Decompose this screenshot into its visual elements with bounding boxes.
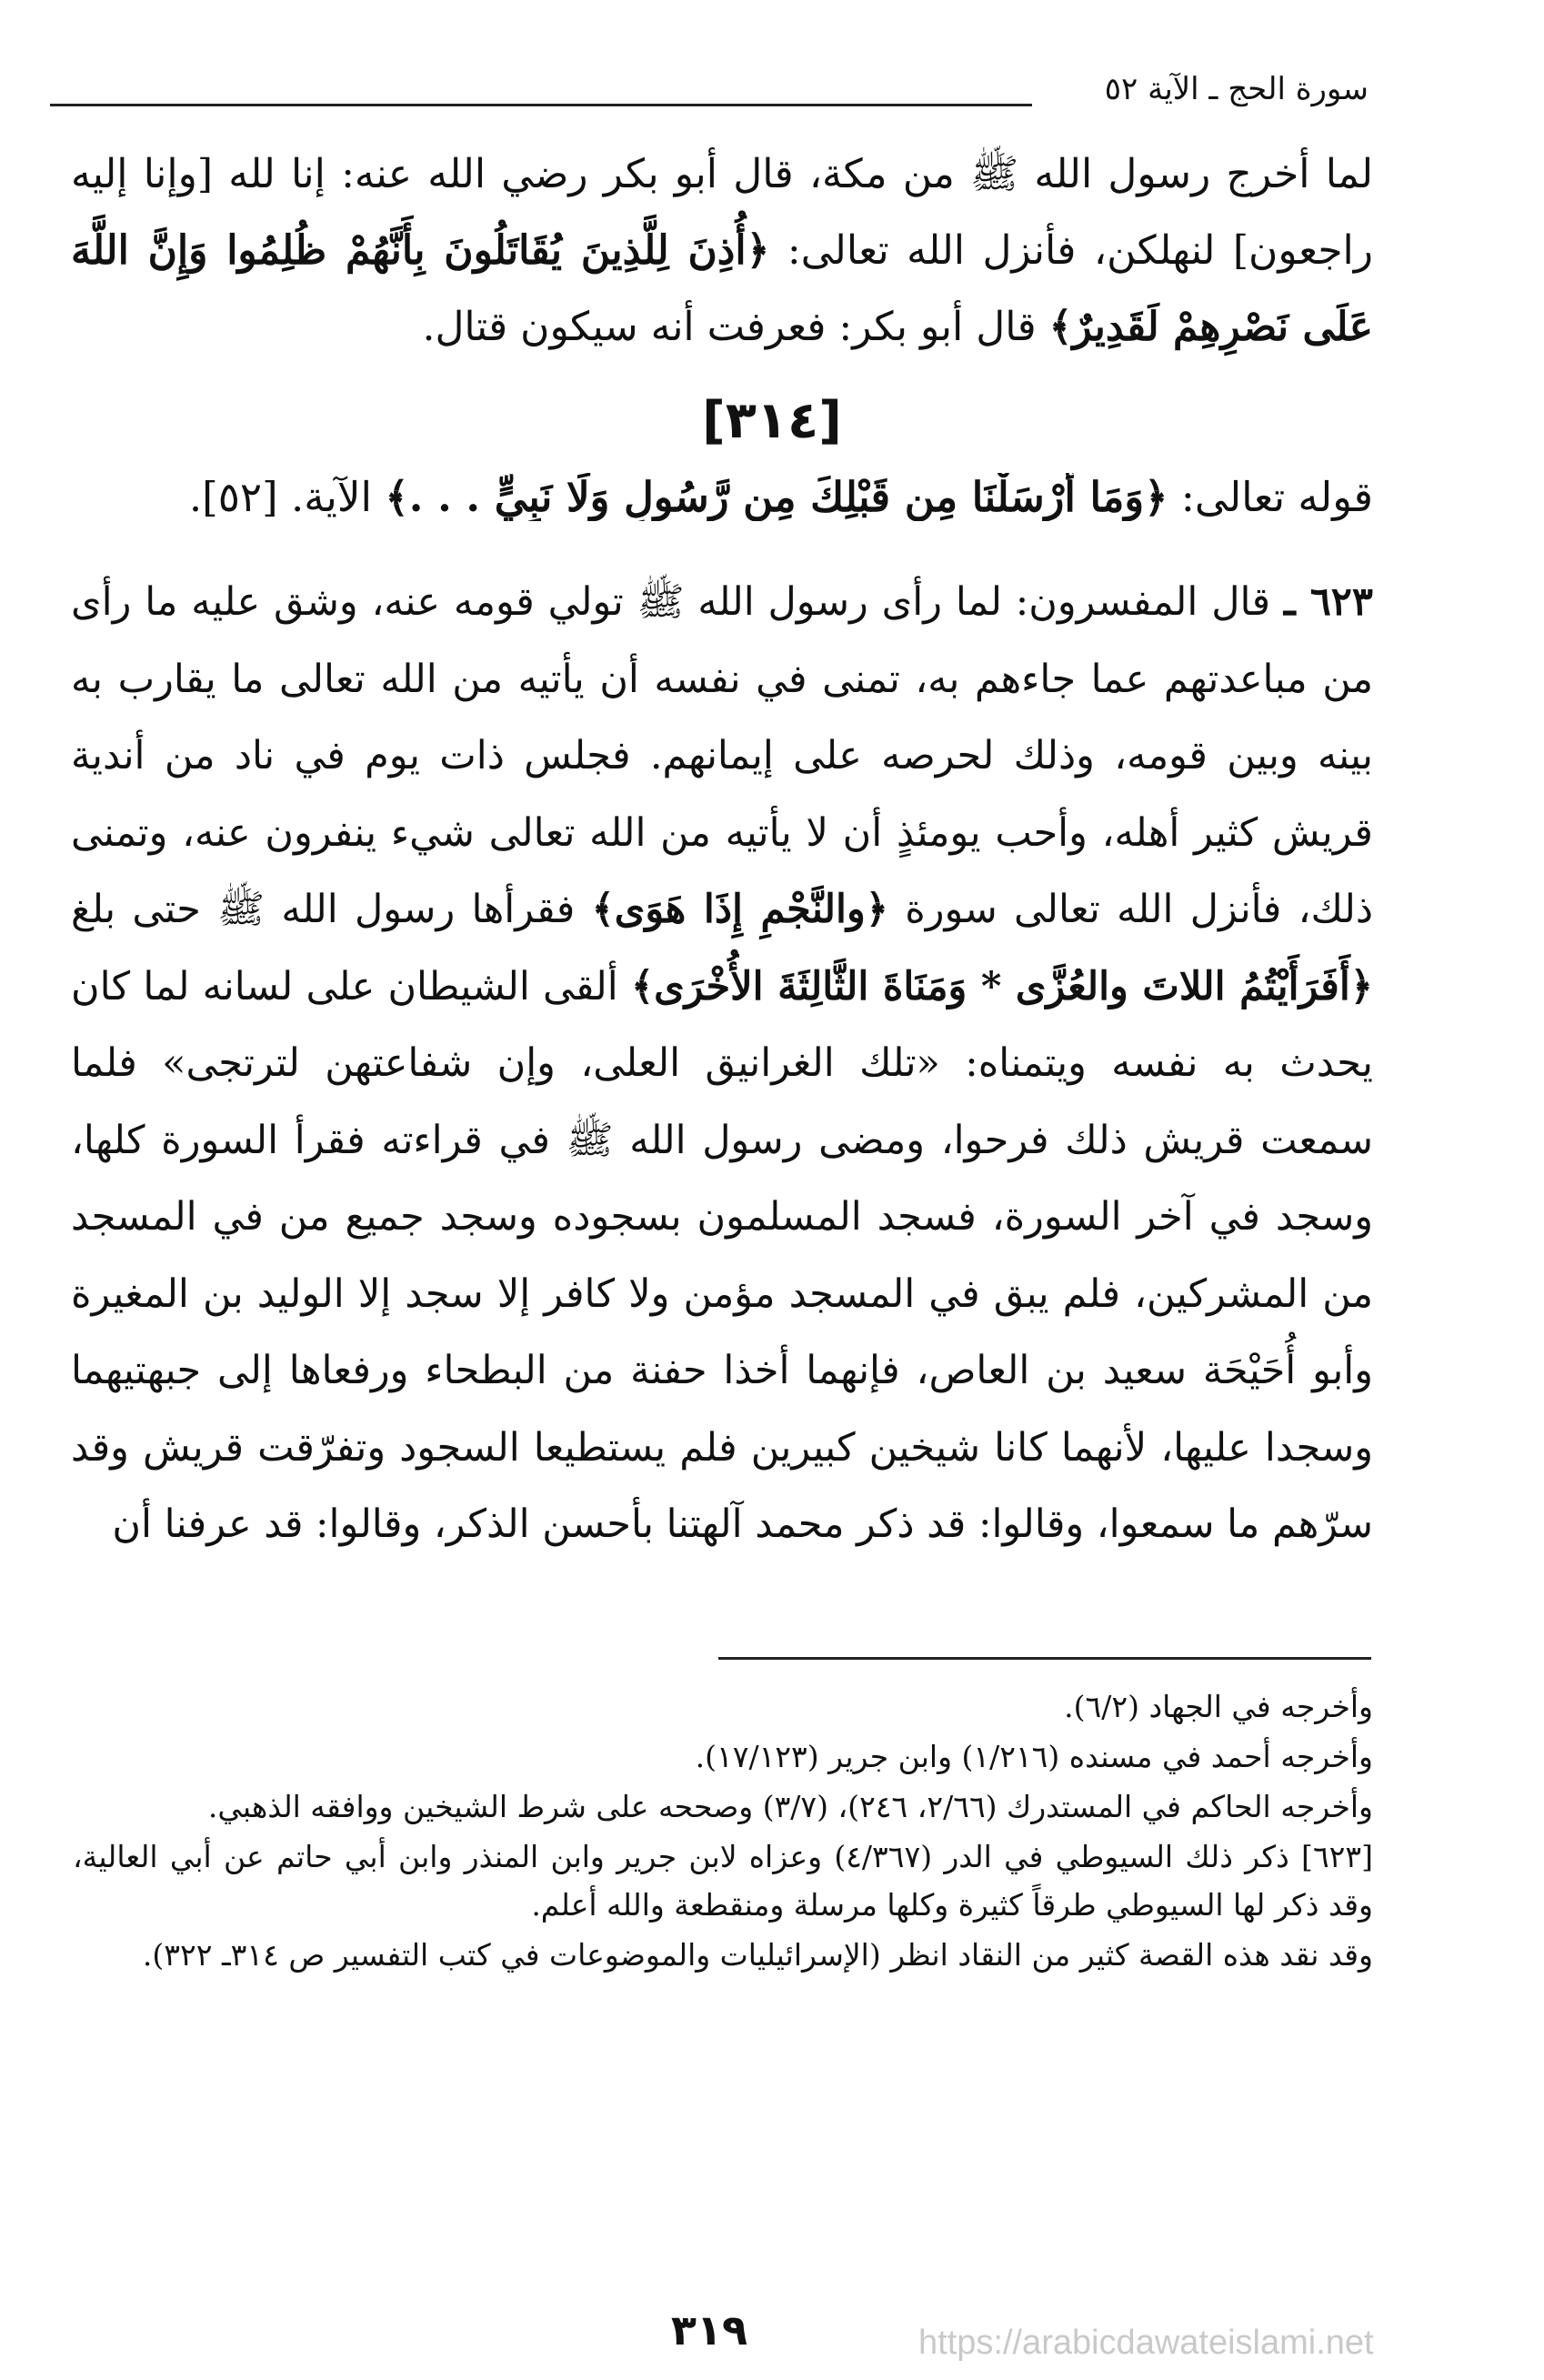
footnote-rule	[718, 1657, 1371, 1660]
main-quote-1: ﴿والنَّجْمِ إِذَا هَوَى﴾	[591, 887, 888, 932]
footnote: وقد نقد هذه القصة كثير من النقاد انظر (الإسرائيليات والموضوعات في كتب التفسير ص ٣١٤ـ ٣٢٢).	[142, 1937, 1373, 1973]
footnotes	[73, 1682, 1373, 1981]
running-header	[50, 64, 1369, 118]
header-rule	[50, 104, 1032, 106]
main-text-3: ألقى الشيطان على لسانه لما كان يحدث به نفسه ويتمناه: «تلك الغرانيق العلى، وإن شفاعتهن لترتجى» فلما سمعت قريش ذلك فرحوا، ومضى رسول الله ﷺ في قراءته فقرأ السورة كلها، وسجد في آخر السورة، فسجد المسلمون بسجوده وسجد جميع من في المسجد من المشركين، فلم يبق في المسجد مؤمن ولا كافر إلا سجد إلا الوليد بن المغيرة وأبو أُحَيْحَة سعيد بن العاص، فإنهما أخذا حفنة من البطحاء ورفعاها إلى جبهتيهما وسجدا عليها، لأنهما كانا شيخين كبيرين فلم يستطيعا السجود وتفرّقت قريش وقد سرّهم ما سمعوا، وقالوا: قد ذكر محمد آلهتنا بأحسن الذكر، وقالوا: قد عرفنا أن	[71, 963, 1373, 1547]
verse-quote: ﴿وَمَا أَرْسَلْنَا مِن قَبْلِكَ مِن رَّسُولٍ وَلَا نَبِيٍّ . . .﴾	[385, 473, 1168, 521]
paragraph-number: ٦٢٣ ـ	[1283, 579, 1373, 625]
footnote: وأخرجه في الجهاد (٦/٢).	[1064, 1689, 1373, 1724]
intro-text-before: لما أخرج رسول الله ﷺ من مكة، قال أبو بكر رضي الله عنه: إنا لله [وإنا إليه راجعون] لنهلكن، فأنزل الله تعالى:	[71, 151, 1373, 274]
main-quote-2: ﴿أَفَرَأَيْتُمُ اللاتَ والعُزَّى * وَمَنَاةَ الثَّالِثَةَ الأُخْرَى﴾	[630, 963, 1373, 1009]
header-title: سورة الحج ـ الآية ٥٢	[1104, 71, 1369, 107]
verse-label: قوله تعالى:	[1168, 473, 1373, 521]
footnote: [٦٢٣] ذكر ذلك السيوطي في الدر (٤/٣٦٧) وعزاه لابن جرير وابن المنذر وابن أبي حاتم عن أبي العالية، وقد ذكر لها السيوطي طرقاً كثيرة وكلها مرسلة ومنقطعة والله أعلم.	[73, 1839, 1373, 1923]
section-number: [٣١٤]	[702, 391, 842, 450]
main-paragraph	[71, 564, 1373, 1563]
page-number: ٣١٩	[670, 2305, 748, 2355]
footnote: وأخرجه أحمد في مسنده (١/٢١٦) وابن جرير (١٧/١٢٣).	[695, 1739, 1373, 1774]
intro-text-after: قال أبو بكر: فعرفت أنه سيكون قتال.	[422, 304, 1049, 350]
main-text-1: قال المفسرون: لما رأى رسول الله ﷺ تولي قومه عنه، وشق عليه ما رأى من مباعدتهم عما جاءهم به، تمنى في نفسه أن يأتيه من الله تعالى ما يقارب به بينه وبين قومه، وذلك لحرصه على إيمانهم. فجلس ذات يوم في ناد من أندية قريش كثير أهله، وأحب يومئذٍ أن لا يأتيه من الله تعالى شيء ينفرون عنه، وتمنى ذلك، فأنزل الله تعالى سورة	[71, 579, 1373, 932]
main-text-2: فقرأها رسول الله ﷺ حتى بلغ	[71, 887, 592, 932]
intro-quran-quote: ﴿أُذِنَ لِلَّذِينَ يُقَاتَلُونَ بِأَنَّهُمْ ظُلِمُوا وَإِنَّ اللَّهَ عَلَى نَصْرِهِمْ لَقَدِيرٌ﴾	[71, 227, 1373, 350]
verse-ref: الآية. [٥٢].	[188, 473, 386, 521]
verse-heading	[71, 473, 1373, 521]
footnote: وأخرجه الحاكم في المستدرك (٢/٦٦، ٢٤٦)، (٣/٧) وصححه على شرط الشيخين ووافقه الذهبي.	[207, 1789, 1373, 1824]
intro-paragraph	[71, 136, 1373, 366]
watermark-url: https://arabicdawateislami.net	[918, 2324, 1374, 2362]
